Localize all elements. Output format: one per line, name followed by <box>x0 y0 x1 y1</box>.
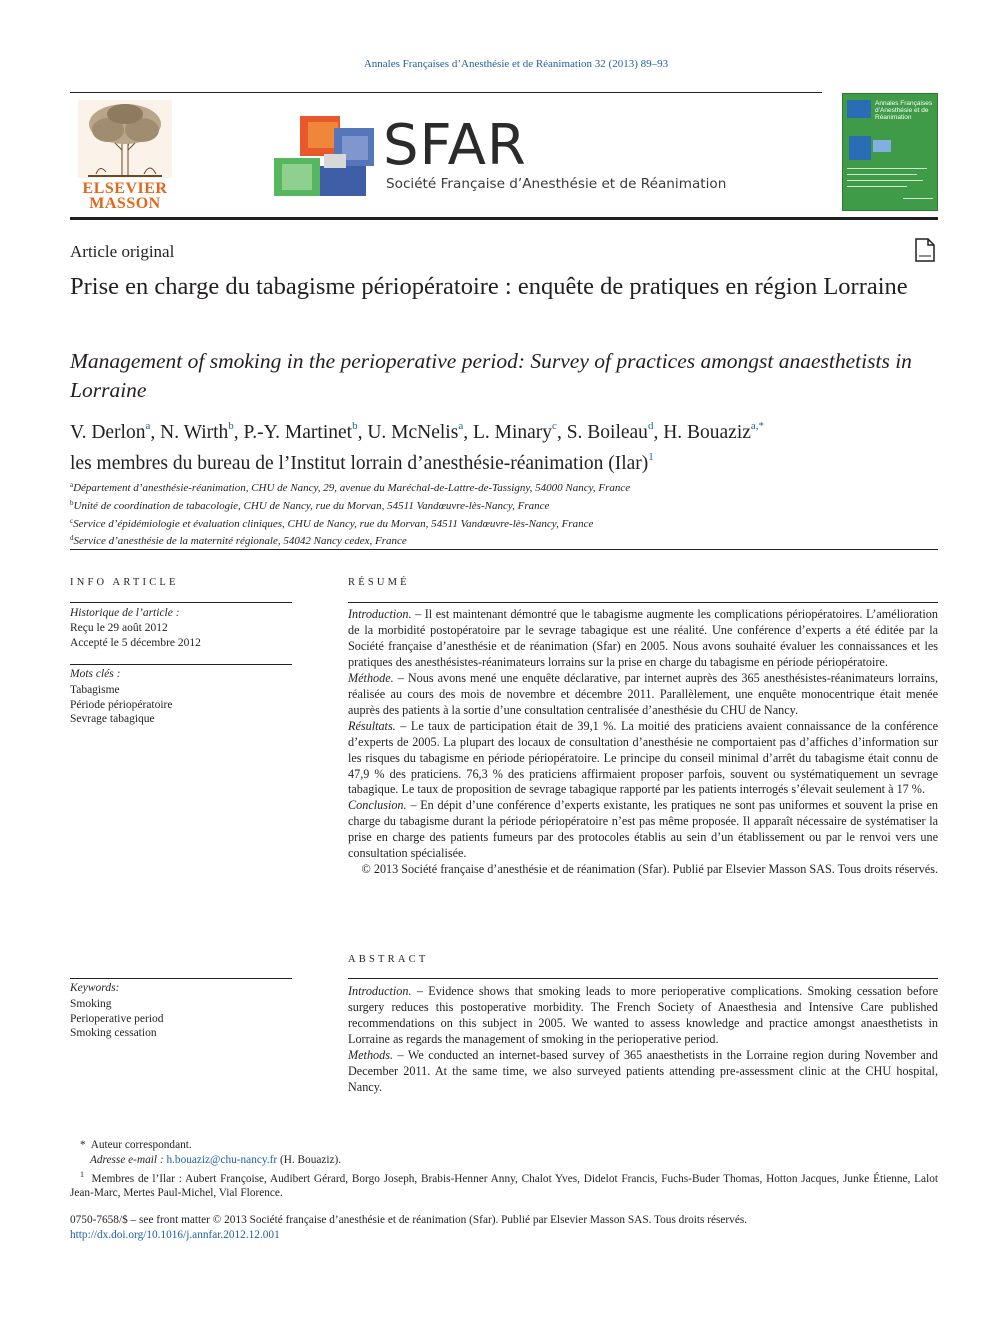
cover-badge <box>847 100 871 118</box>
cover-photo <box>849 136 871 160</box>
copyright: © 2013 Société française d’anesthésie et de réanimation (Sfar). Publié par Elsevier Masson SAS. Tous droits réservés. <box>361 862 938 877</box>
author-group <box>70 442 654 479</box>
info-rule <box>70 602 292 603</box>
section-text: – En dépit d’une conférence d’experts existante, les pratiques ne sont pas uniformes et souvent la prise en charge du tabagisme durant la période périopératoire n’est pas même proposée. Il apparaît nécessaire de systématiser la prise en charge des patients fumeurs par des protocoles établis au sein d’un établissement ou par le renvoi vers une consultation spécialisée. <box>348 798 938 861</box>
journal-reference[interactable]: Annales Françaises d’Anesthésie et de Réanimation 32 (2013) 89–93 <box>363 58 669 70</box>
author-name: P.-Y. Martinet <box>243 422 353 443</box>
cover-text-line <box>847 180 923 181</box>
cover-text-line <box>903 198 933 199</box>
section-label: Conclusion. <box>348 798 407 813</box>
history-dates <box>70 621 201 650</box>
keyword[interactable]: Tabagisme <box>70 684 120 696</box>
section-label: Introduction. <box>348 607 412 621</box>
accepted-date: Accepté le 5 décembre 2012 <box>70 636 201 649</box>
elsevier-masson-wordmark <box>70 181 180 211</box>
author-name: S. Boileau <box>566 422 648 443</box>
footnote-text: Membres de l’Ilar : Aubert Françoise, Audibert Gérard, Borgo Joseph, Brabis-Henner Anny, Chalot Yves, Didelot Francis, Fuchs-Buder Thomas, Hotton Jacques, Junke Étienne, Lalot Jean-Marc, Mertes Paul-Michel, Vial Florence. <box>70 1172 938 1200</box>
affiliation-link[interactable]: b <box>352 420 358 432</box>
cover-text-line <box>847 168 927 169</box>
sfar-full-name: Société Française d’Anesthésie et de Réanimation <box>386 176 727 192</box>
section-text: – We conducted an internet-based survey of 365 anaesthetists in the Lorraine region during November and December 2011. At the same time, we also surveyed patients attending pre-assessment clinic at the CHU hospital, Nancy. <box>348 1047 938 1094</box>
section-rule <box>70 549 938 550</box>
abstract-heading: ABSTRACT <box>348 954 429 965</box>
affiliation-text: Unité de coordination de tabacologie, CHU de Nancy, rue du Morvan, 54511 Vandœuvre-lès-Nancy, France <box>73 499 550 512</box>
sfar-acronym: SFAR <box>383 113 527 178</box>
page-footer <box>70 1213 938 1243</box>
email-label: Adresse e-mail : <box>90 1153 164 1166</box>
corresponding-author-note <box>70 1138 938 1153</box>
issn-line: 0750-7658/$ – see front matter © 2013 Société française d’anesthésie et de réanimation (Sfar). Publié par Elsevier Masson SAS. Tous droits réservés. <box>70 1214 748 1226</box>
affiliation-item <box>70 531 630 549</box>
affiliation-link[interactable]: c <box>552 420 557 432</box>
resume-rule <box>348 602 938 603</box>
cover-text-line <box>847 186 907 187</box>
masson-wordmark-line: MASSON <box>89 195 161 212</box>
affiliation-marker: b <box>70 498 74 507</box>
abstract-introduction <box>348 984 938 1048</box>
cover-photo <box>873 140 891 152</box>
resume-body <box>348 607 938 878</box>
elsevier-wordmark-line: ELSEVIER <box>82 180 168 197</box>
author-name: H. Bouaziz <box>663 422 751 443</box>
affiliations <box>70 478 630 549</box>
keyword[interactable]: Perioperative period <box>70 1012 164 1025</box>
affiliation-link[interactable]: b <box>228 420 234 432</box>
affiliation-link[interactable]: a,* <box>750 420 765 432</box>
info-rule <box>70 978 292 979</box>
email-link[interactable]: h.bouaziz@chu-nancy.fr <box>166 1153 278 1166</box>
section-text: – Le taux de participation était de 39,1 %. La moitié des praticiens avaient connaissance de la conférence d’experts de 2005. La plupart des locaux de consultation d’anesthésie ne comportaient pas d’affiches d’information sur les risques du tabagisme en période périopératoire. Le principe du conseil minimal d’arrêt du tabagisme était connu de 47,9 % des praticiens. 76,3 % des praticiens affirmaient proposer parfois, souvent ou systématiquement un sevrage tabagique. Le taux de proposition de sevrage tabagique rapporté par les patients interrogés s’élevait seulement à 17 %. <box>348 718 938 797</box>
email-note <box>70 1153 938 1168</box>
keywords-fr-list <box>70 683 173 727</box>
author-list: V. Derlon$^a$, N. Wirth$^b$, P.-Y. Martinet$^b$, U. McNelis$^a$, L. Minary$^c$, S. Boileau$^d$, H. Bouaziz$^{a,*}$ <box>70 420 765 443</box>
affiliation-item <box>70 496 630 514</box>
affiliation-item <box>70 478 630 496</box>
keywords-en-list <box>70 997 164 1041</box>
author-group-name: les membres du bureau de l’Institut lorrain d’anesthésie-réanimation (Ilar) <box>70 453 649 474</box>
doi-link[interactable]: http://dx.doi.org/10.1016/j.annfar.2012.12.001 <box>70 1229 280 1241</box>
keyword[interactable]: Sevrage tabagique <box>70 713 155 726</box>
author-name: L. Minary <box>472 422 553 443</box>
journal-cover-thumbnail[interactable] <box>842 93 938 211</box>
affiliation-link[interactable]: d <box>647 420 654 432</box>
abstract-methods <box>348 1048 938 1096</box>
affiliation-marker: a <box>70 481 74 489</box>
abstract-body <box>348 984 938 1096</box>
author-name: V. Derlon <box>70 422 146 443</box>
footnote-marker: 1 <box>80 1169 84 1179</box>
affiliation-link[interactable]: a <box>145 420 151 432</box>
received-date: Reçu le 29 août 2012 <box>70 622 168 634</box>
footnote-link[interactable]: 1 <box>648 451 654 463</box>
article-type: Article original <box>70 242 175 261</box>
section-label: Méthode. <box>348 670 394 685</box>
author-name: N. Wirth <box>160 422 229 443</box>
affiliation-text: Service d’anesthésie de la maternité régionale, 54042 Nancy cedex, France <box>73 535 407 548</box>
keywords-fr-label: Mots clés : <box>70 668 121 680</box>
section-text: – Il est maintenant démontré que le tabagisme augmente les complications périopératoires. L’amélioration de la morbidité postopératoire par le sevrage tabagique est une réalité. Une conférence d’experts a été éditée par la Société française d’anesthésie et de réanimation (Sfar) en 2005. Nous avons souhaité évaluer les connaissances et les pratiques des anesthésistes-réanimateurs lorrains sur la prise en charge du tabagisme en période périopératoire. <box>348 607 938 669</box>
resume-heading: RÉSUMÉ <box>348 577 410 588</box>
affiliation-marker: c <box>70 516 74 525</box>
section-label: Introduction. <box>348 984 412 998</box>
abstract-rule <box>348 978 938 979</box>
affiliation-text: Service d’épidémiologie et évaluation cliniques, CHU de Nancy, rue du Morvan, 54511 Vandœuvre-lès-Nancy, France <box>73 517 594 530</box>
keywords-en-label: Keywords: <box>70 982 120 994</box>
title-french: Prise en charge du tabagisme périopératoire : enquête de pratiques en région Lorraine <box>70 273 908 300</box>
cover-title: Annales Françaises d’Anesthésie et de Réanimation <box>875 100 933 121</box>
affiliation-item <box>70 514 630 532</box>
section-label: Résultats. <box>348 718 396 733</box>
resume-method <box>348 671 938 719</box>
keyword[interactable]: Smoking <box>70 998 112 1010</box>
keyword[interactable]: Période périopératoire <box>70 698 173 711</box>
affiliation-link[interactable]: a <box>458 420 464 432</box>
crossmark-document-icon[interactable] <box>913 237 937 263</box>
affiliation-text: Département d’anesthésie-réanimation, CHU de Nancy, 29, avenue du Maréchal-de-Lattre-de-Tassigny, 54000 Nancy, France <box>73 482 631 494</box>
header-rule <box>70 92 822 93</box>
footnote-text: Auteur correspondant. <box>90 1139 192 1151</box>
members-note <box>70 1168 938 1202</box>
email-owner: (H. Bouaziz). <box>279 1153 342 1166</box>
resume-results <box>348 719 938 799</box>
cover-text-line <box>847 174 917 175</box>
keyword[interactable]: Smoking cessation <box>70 1027 157 1040</box>
sfar-logo-mark <box>272 114 377 198</box>
header-thick-rule <box>70 217 938 220</box>
info-rule <box>70 664 292 665</box>
section-label: Methods. <box>348 1047 394 1062</box>
footnote-marker: * <box>80 1139 86 1151</box>
info-article-heading: INFO ARTICLE <box>70 577 179 588</box>
affiliation-marker: d <box>70 534 74 543</box>
history-label: Historique de l’article : <box>70 607 180 619</box>
section-text: – Evidence shows that smoking leads to more perioperative complications. Smoking cessation before surgery reduces this postoperative morbidity. The French Society of Anaesthesia and Intensive Care published recommendations on this subject in 2005. We wanted to assess knowledge and practice amongst anaesthetists in Lorraine as regards the management of smoking in the perioperative period. <box>348 984 938 1046</box>
author-name: U. McNelis <box>367 422 459 443</box>
title-english: Management of smoking in the perioperative period: Survey of practices amongst anaesthetists in Lorraine <box>70 349 912 402</box>
footnotes <box>70 1138 938 1201</box>
resume-conclusion <box>348 798 938 862</box>
section-text: – Nous avons mené une enquête déclarative, par internet auprès des 365 anesthésistes-réanimateurs lorrains, réalisée au cours des mois de novembre et décembre 2011. Parallèlement, une enquête monocentrique était menée auprès des patients à la sortie d’une consultation centralisée d’anesthésie du CHU de Nancy. <box>348 670 938 717</box>
resume-introduction <box>348 607 938 671</box>
